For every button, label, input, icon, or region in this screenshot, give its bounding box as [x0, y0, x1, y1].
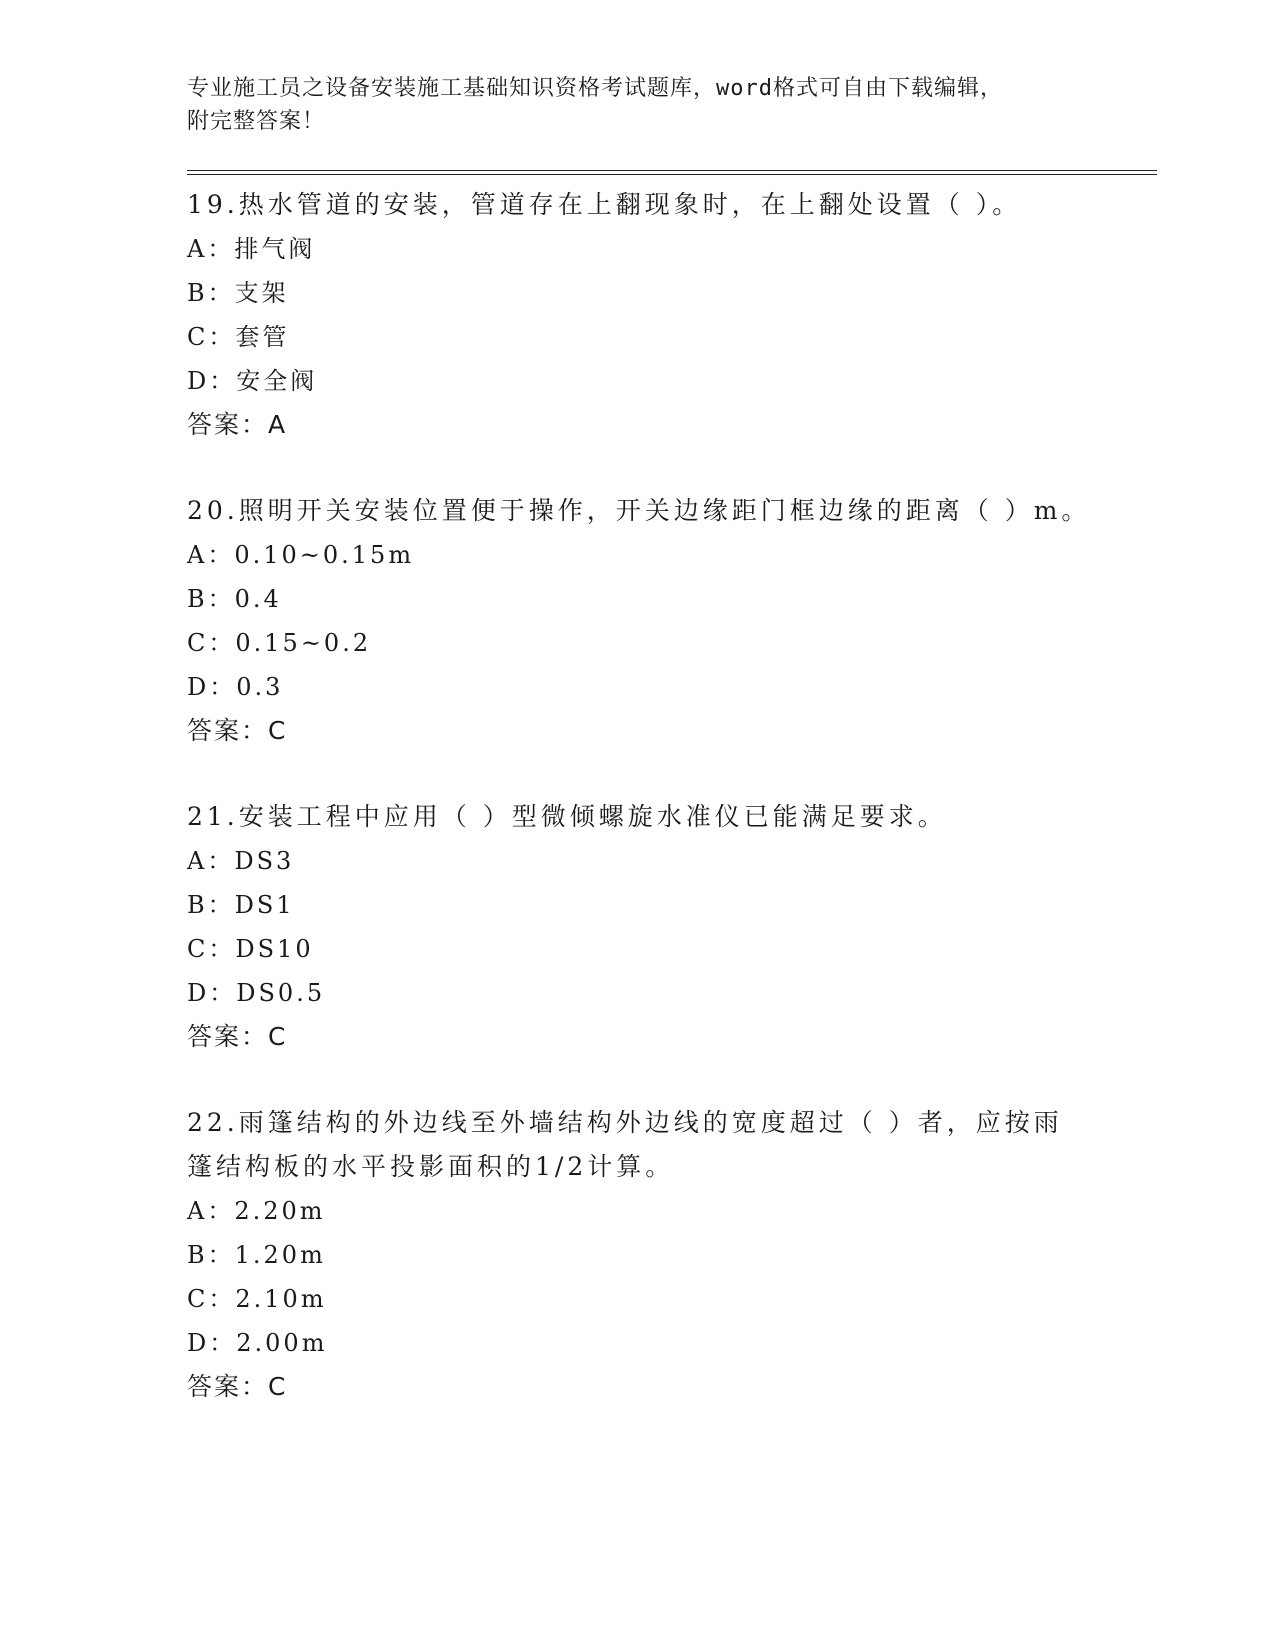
option-c: C：2.10m	[187, 1285, 327, 1313]
question-19	[187, 183, 1157, 447]
option-d: D：0.3	[187, 673, 284, 701]
answer: 答案：C	[187, 716, 288, 745]
question-21	[187, 795, 1157, 1059]
header-line-2: 附完整答案！	[187, 109, 326, 134]
option-a: A：0.10~0.15m	[187, 541, 415, 569]
option-b: B：1.20m	[187, 1241, 326, 1269]
question-22	[187, 1101, 1157, 1409]
spacer	[187, 447, 1157, 489]
question-stem-line-1: 22.雨篷结构的外边线至外墙结构外边线的宽度超过（ ）者，应按雨	[187, 1108, 1063, 1137]
option-c: C：套管	[187, 323, 290, 351]
question-20	[187, 489, 1157, 753]
option-c: C：0.15~0.2	[187, 629, 372, 657]
answer: 答案：A	[187, 410, 288, 439]
spacer	[187, 1059, 1157, 1101]
question-stem: 21.安装工程中应用（ ）型微倾螺旋水准仪已能满足要求。	[187, 802, 947, 831]
header-line-1: 专业施工员之设备安装施工基础知识资格考试题库，word格式可自由下载编辑，	[187, 76, 1003, 101]
option-d: D：DS0.5	[187, 979, 326, 1007]
option-a: A：排气阀	[187, 235, 316, 263]
document-page	[187, 72, 1157, 1409]
option-a: A：2.20m	[187, 1197, 326, 1225]
spacer	[187, 753, 1157, 795]
option-d: D：安全阀	[187, 367, 318, 395]
option-a: A：DS3	[187, 847, 295, 875]
option-d: D：2.00m	[187, 1329, 328, 1357]
option-b: B：0.4	[187, 585, 282, 613]
answer: 答案：C	[187, 1022, 288, 1051]
question-stem: 20.照明开关安装位置便于操作，开关边缘距门框边缘的距离（ ）m。	[187, 496, 1091, 525]
header-divider	[187, 170, 1157, 175]
question-stem: 19.热水管道的安装，管道存在上翻现象时，在上翻处设置（ ）。	[187, 190, 1022, 219]
option-b: B：DS1	[187, 891, 295, 919]
document-header	[187, 72, 1157, 138]
option-c: C：DS10	[187, 935, 314, 963]
option-b: B：支架	[187, 279, 289, 307]
answer: 答案：C	[187, 1372, 288, 1401]
question-stem-line-2: 篷结构板的水平投影面积的1/2计算。	[187, 1152, 675, 1181]
